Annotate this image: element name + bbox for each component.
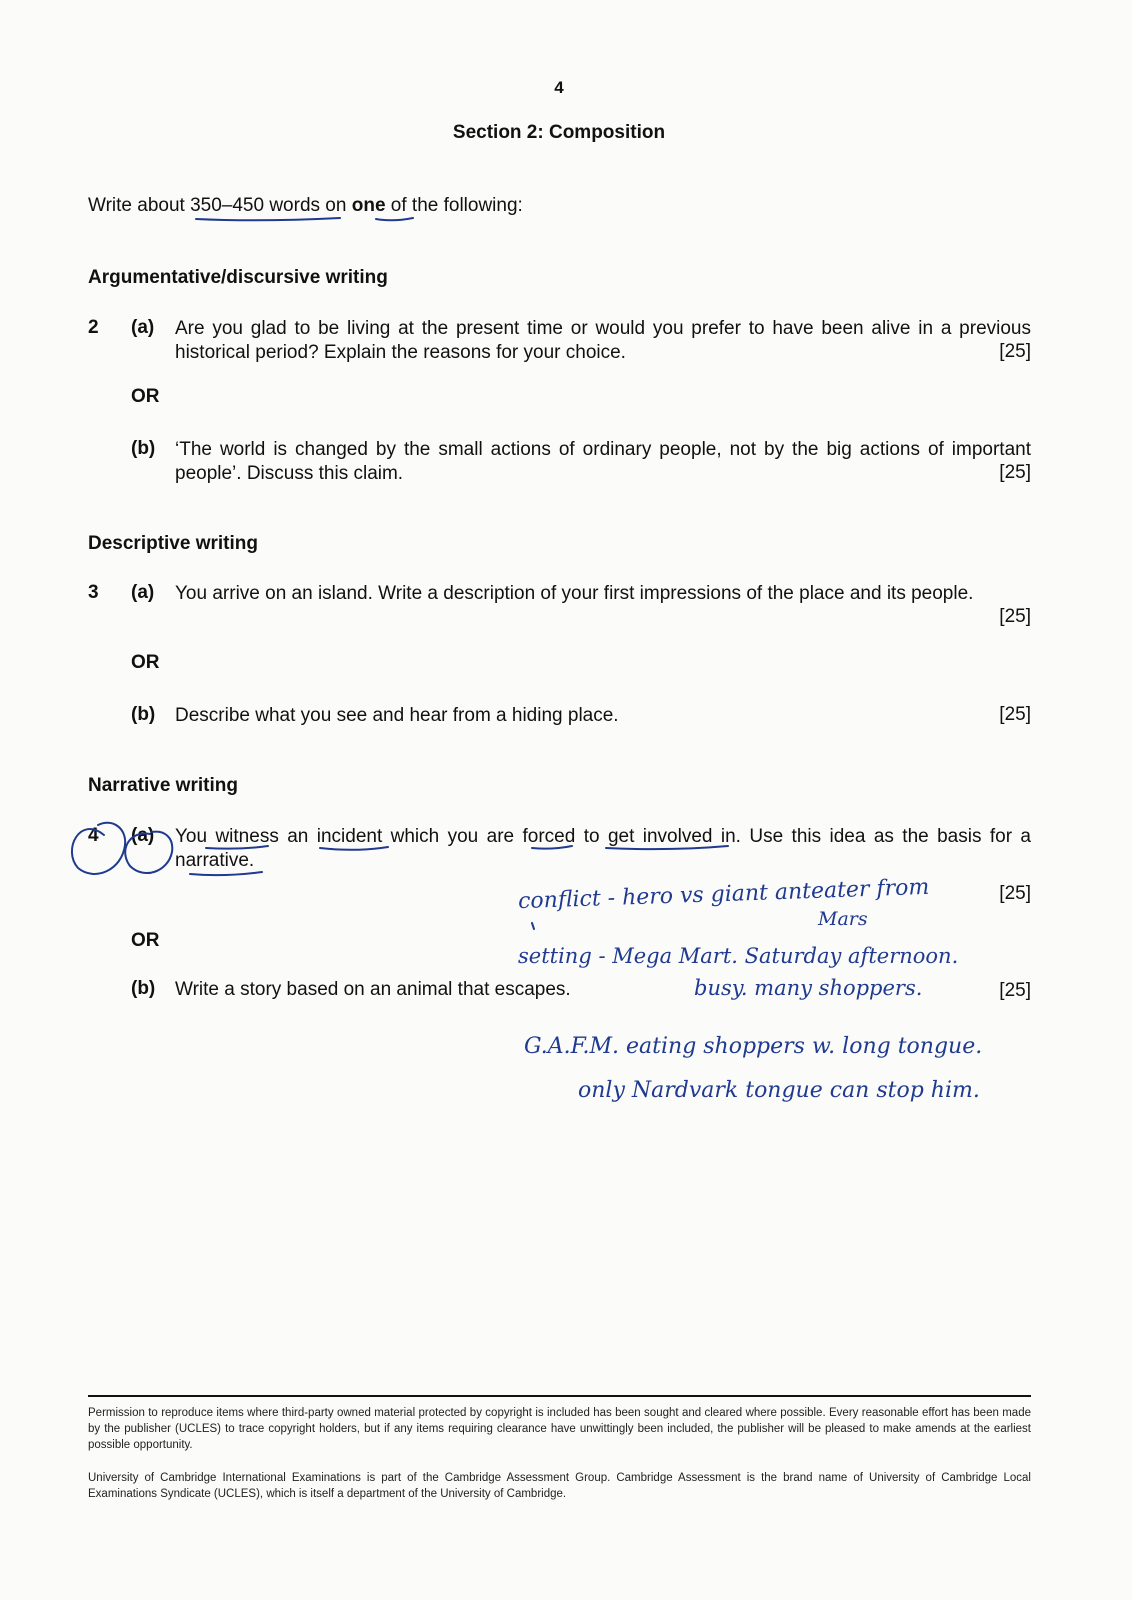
intro-emphasis: one [351, 195, 386, 216]
question-4a-text: You witness an incident which you are forced to get involved in. Use this idea as the basis for a narrative. [175, 826, 1031, 871]
question-2a-label: (a) [131, 317, 155, 338]
heading-narrative: Narrative writing [88, 775, 238, 796]
question-2a-text: Are you glad to be living at the present time or would you prefer to have been alive in a previous historical period? Explain the reasons for your choice. [175, 318, 1031, 363]
handwritten-note-mars: Mars [818, 908, 868, 930]
handwritten-note-setting: setting - Mega Mart. Saturday afternoon. [518, 944, 959, 968]
question-4a-marks: [25] [999, 883, 1031, 904]
question-number-3: 3 [88, 582, 99, 603]
handwritten-note-gafm: G.A.F.M. eating shoppers w. long tongue. [524, 1034, 983, 1059]
question-3b-marks: [25] [999, 704, 1031, 725]
intro-middle: on [320, 195, 352, 216]
handwritten-note-nardvark: only Nardvark tongue can stop him. [578, 1078, 980, 1103]
question-number-2: 2 [88, 317, 99, 338]
underline-word-count [196, 218, 340, 220]
question-3b-label: (b) [131, 704, 156, 725]
question-4b-label: (b) [131, 978, 156, 999]
handwritten-note-busy: busy. many shoppers. [694, 976, 923, 1000]
or-label-2: OR [131, 386, 160, 407]
footer-permission: Permission to reproduce items where third-party owned material protected by copyright is included has been sought and cleared where possible. Every reasonable effort has been made by the publisher (UCLES) to trace copyright holders, but if any items requiring clearance have unwittingly been included, the publisher will be pleased to make amends at the earliest possible opportunity. [88, 1407, 1031, 1451]
footer-rule [88, 1395, 1031, 1397]
section-title: Section 2: Composition [452, 122, 666, 143]
question-4a-label: (a) [131, 825, 155, 846]
question-number-4: 4 [88, 825, 99, 846]
underline-one [376, 218, 413, 220]
heading-descriptive: Descriptive writing [88, 533, 258, 554]
heading-argumentative: Argumentative/discursive writing [88, 267, 388, 288]
intro-before: Write about [88, 195, 191, 216]
question-3b-text: Describe what you see and hear from a hiding place. [175, 705, 619, 726]
intro-word-count: 350–450 words [190, 195, 321, 216]
question-2a-marks: [25] [999, 341, 1031, 362]
question-4b-text: Write a story based on an animal that escapes. [175, 979, 571, 1000]
footer-ucles: University of Cambridge International Examinations is part of the Cambridge Assessment Group. Cambridge Assessment is the brand name of University of Cambridge Local Examinations Syndicate (UCLES), which is itself a department of the University of Cambridge. [88, 1472, 1031, 1500]
question-3a-label: (a) [131, 582, 155, 603]
question-2b-marks: [25] [999, 462, 1031, 483]
question-4b-marks: [25] [999, 980, 1031, 1001]
question-3a-marks: [25] [999, 606, 1031, 627]
instructions [88, 195, 523, 217]
ink-tick [532, 923, 534, 929]
handwritten-note-conflict: conflict - hero vs giant anteater from [517, 874, 930, 915]
or-label-4: OR [131, 930, 160, 951]
intro-after: of the following: [385, 195, 523, 216]
question-3a-text: You arrive on an island. Write a description of your first impressions of the place and its people. [175, 583, 974, 604]
page-number: 4 [554, 78, 564, 97]
question-2b-label: (b) [131, 438, 156, 459]
or-label-3: OR [131, 652, 160, 673]
question-2b-text: ‘The world is changed by the small actions of ordinary people, not by the big actions of important people’. Discuss this claim. [175, 439, 1031, 484]
